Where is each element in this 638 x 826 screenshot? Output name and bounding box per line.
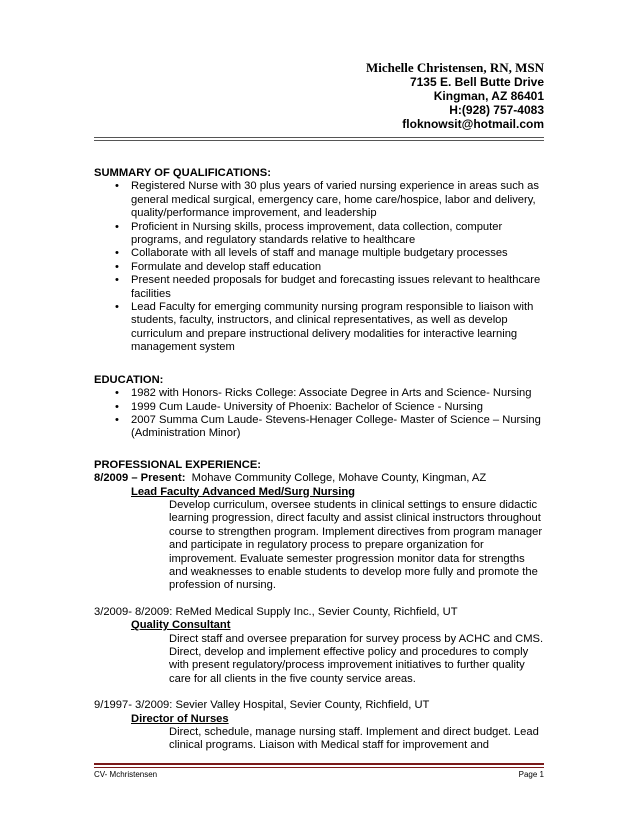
summary-item: • Registered Nurse with 30 plus years of varied nursing experience in areas such as general medical surgical, emergency care, home care/hospice, labor and delivery, quality/performance improvement, and leadership	[94, 180, 546, 220]
summary-item: • Proficient in Nursing skills, process improvement, data collection, computer programs, and regulatory standards relative to healthcare	[94, 221, 546, 248]
summary-item: • Present needed proposals for budget and forecasting issues relevant to healthcare facilities	[94, 274, 546, 301]
phone-number: H:(928) 757-4083	[449, 103, 544, 117]
job-entry	[94, 699, 546, 753]
summary-heading: SUMMARY OF QUALIFICATIONS:	[94, 167, 271, 179]
education-list	[94, 387, 546, 441]
summary-item: • Formulate and develop staff education	[94, 261, 546, 274]
job-header	[94, 472, 546, 485]
job-entry	[94, 606, 546, 686]
email-address: floknowsit@hotmail.com	[402, 117, 544, 131]
summary-item: • Lead Faculty for emerging community nursing program responsible to liaison with students, faculty, instructors, and clinical representatives, as well as develop curriculum and prepare instructional delivery modalities for interactive learning management system	[94, 301, 546, 355]
footer-divider-thin	[94, 767, 544, 768]
summary-list	[94, 180, 546, 354]
footer-document-label: CV- Mchristensen	[94, 770, 158, 779]
address-line-2: Kingman, AZ 86401	[433, 89, 544, 103]
job-role: Lead Faculty Advanced Med/Surg Nursing	[131, 485, 355, 498]
job-description: Develop curriculum, oversee students in clinical settings to ensure didactic learning progression, direct faculty and assist clinical instructors throughout course to strengthen program. Implement directives from program manager and participate in regulatory process to prepare organization for improvement. Evaluate semester progression monitor data for strengths and weaknesses to enable students to develop more fully and promote the profession of nursing.	[169, 498, 543, 592]
contact-header	[366, 60, 544, 131]
job-employer: Mohave Community College, Mohave County, Kingman, AZ	[191, 472, 487, 485]
address-line-1: 7135 E. Bell Butte Drive	[409, 75, 544, 89]
education-item: • 2007 Summa Cum Laude- Stevens-Henager College- Master of Science – Nursing (Administration Minor)	[94, 414, 546, 441]
header-divider-top	[94, 137, 544, 138]
job-description: Direct staff and oversee preparation for survey process by ACHC and CMS. Direct, develop and implement effective policy and procedures to comply with present regulatory/process improvement initiatives to further quality care for all clients in the five county service areas.	[169, 632, 544, 685]
job-entry	[94, 472, 546, 593]
resume-body	[94, 167, 546, 753]
job-description: Direct, schedule, manage nursing staff. Implement and direct budget. Lead clinical programs. Liaison with Medical staff for improvement and	[169, 726, 539, 752]
summary-item: • Collaborate with all levels of staff and manage multiple budgetary processes	[94, 247, 546, 260]
job-header: 3/2009- 8/2009: ReMed Medical Supply Inc., Sevier County, Richfield, UT	[94, 605, 458, 618]
header-divider-bottom	[94, 140, 544, 141]
experience-heading: PROFESSIONAL EXPERIENCE:	[94, 458, 262, 471]
education-item: • 1999 Cum Laude- University of Phoenix: Bachelor of Science - Nursing	[94, 401, 546, 414]
job-role: Quality Consultant	[131, 619, 231, 632]
education-item: • 1982 with Honors- Ricks College: Associate Degree in Arts and Science- Nursing	[94, 387, 546, 400]
job-header: 9/1997- 3/2009: Sevier Valley Hospital, Sevier County, Richfield, UT	[94, 699, 430, 712]
job-role: Director of Nurses	[131, 712, 229, 725]
footer-divider-thick	[94, 763, 544, 765]
page-number: Page 1	[518, 770, 544, 779]
education-heading: EDUCATION:	[94, 373, 164, 386]
candidate-name: Michelle Christensen, RN, MSN	[365, 60, 544, 75]
job-dates: 8/2009 – Present:	[94, 472, 186, 485]
